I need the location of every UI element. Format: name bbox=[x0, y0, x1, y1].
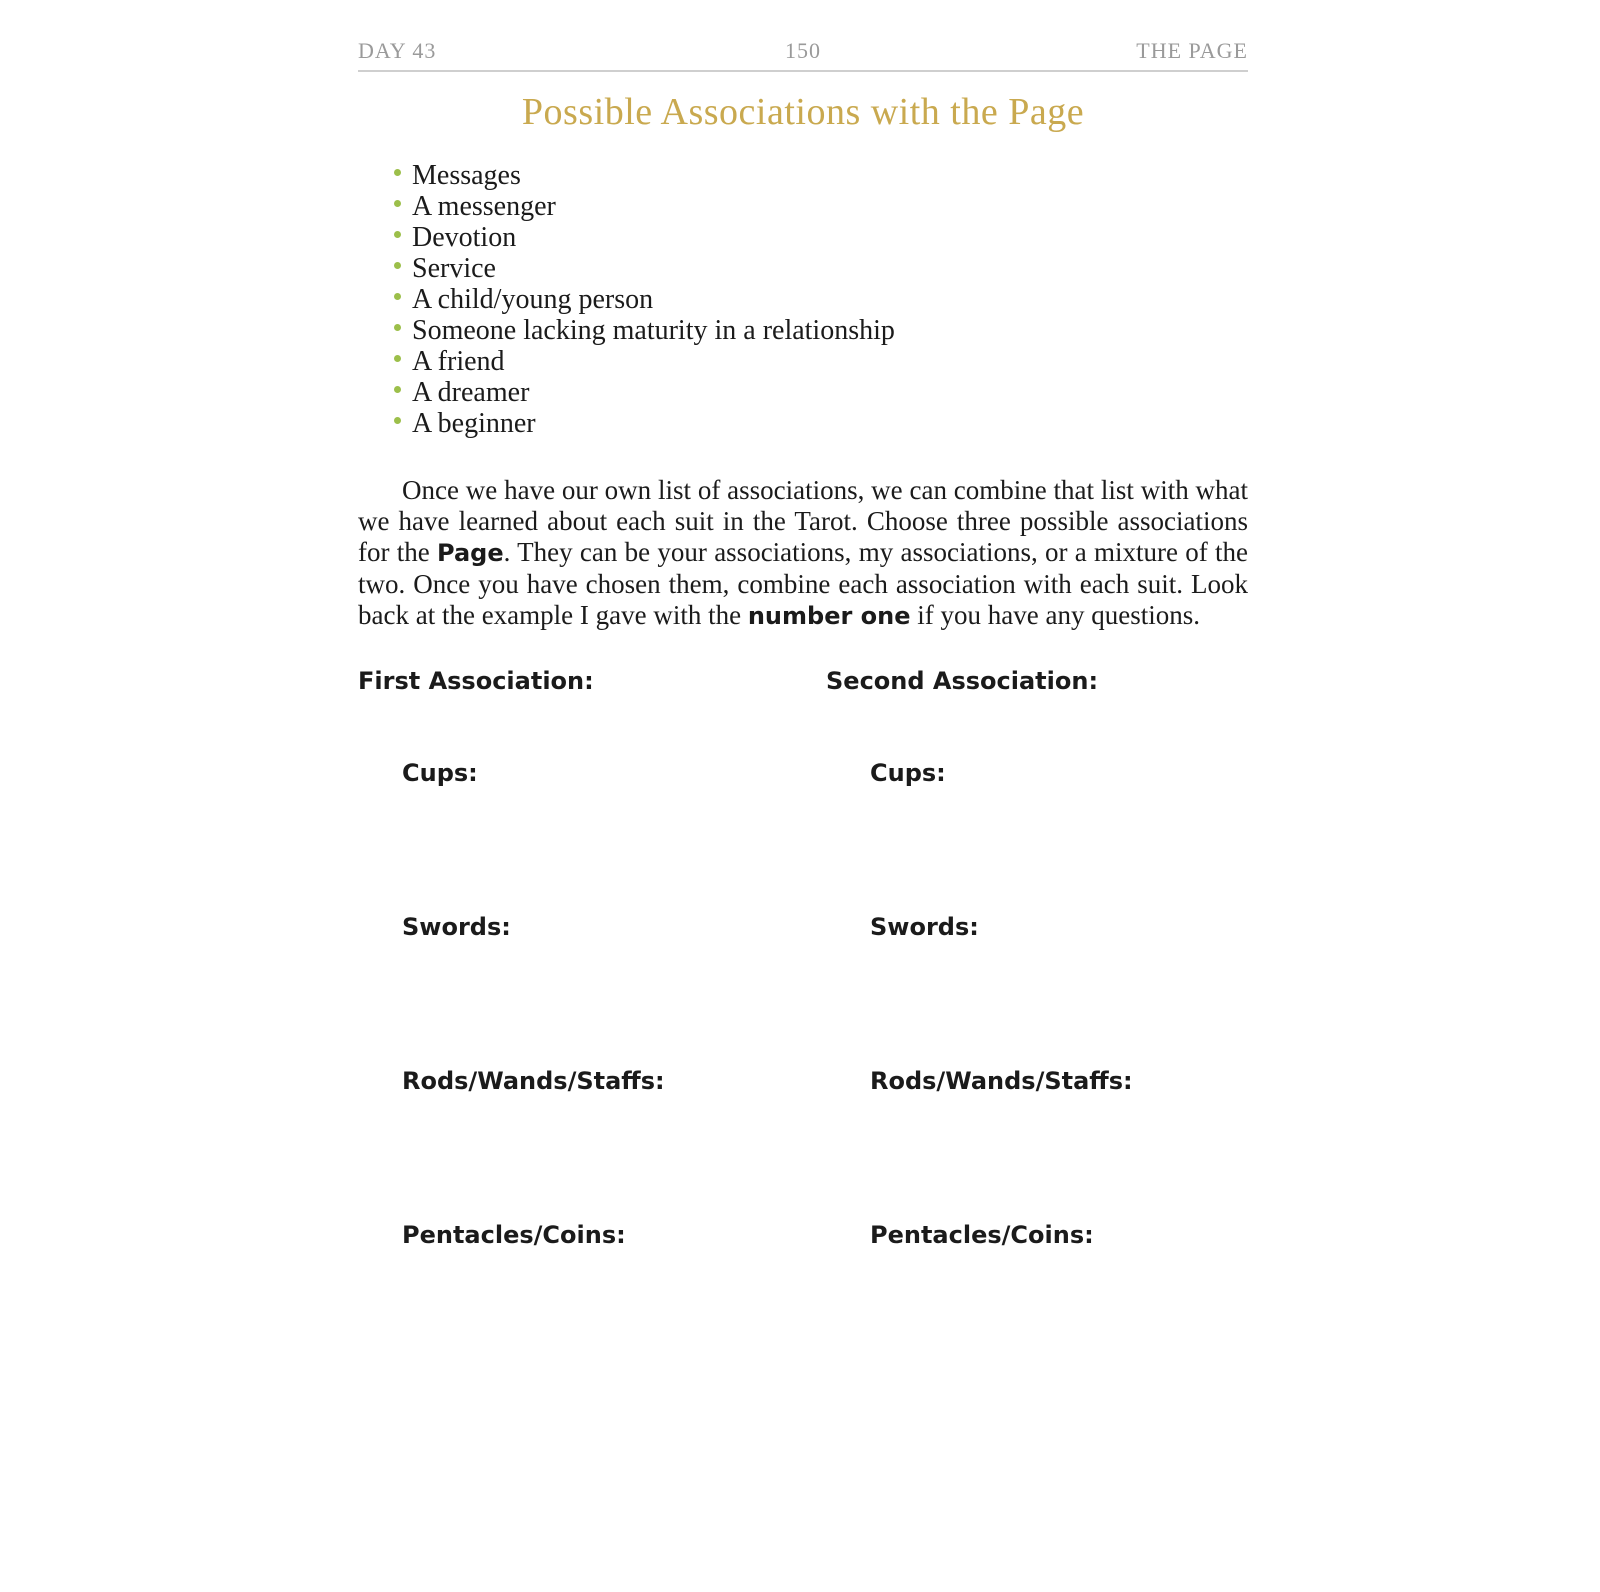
list-item bbox=[394, 284, 1248, 315]
second-pentacles-label: Pentacles/Coins: bbox=[870, 1221, 1094, 1249]
second-swords-label: Swords: bbox=[870, 913, 979, 941]
paragraph-text-3: if you have any questions. bbox=[910, 600, 1200, 630]
list-item-text: Messages bbox=[412, 160, 521, 191]
second-cups-label: Cups: bbox=[870, 759, 946, 787]
first-association-heading: First Association: bbox=[358, 667, 594, 695]
list-item-text: A dreamer bbox=[412, 377, 530, 408]
running-header bbox=[358, 34, 1248, 72]
list-item bbox=[394, 315, 1248, 346]
bullet-icon bbox=[394, 355, 401, 362]
header-chapter-label: THE PAGE bbox=[1136, 38, 1248, 63]
list-item bbox=[394, 377, 1248, 408]
association-worksheet bbox=[358, 666, 1248, 1306]
first-rods-label: Rods/Wands/Staffs: bbox=[402, 1067, 665, 1095]
list-item bbox=[394, 408, 1248, 439]
bullet-icon bbox=[394, 200, 401, 207]
first-cups-label: Cups: bbox=[402, 759, 478, 787]
list-item-text: A messenger bbox=[412, 191, 556, 222]
list-item bbox=[394, 160, 1248, 191]
paragraph-bold-number-one: number one bbox=[747, 602, 911, 630]
list-item-text: Devotion bbox=[412, 222, 517, 253]
list-item bbox=[394, 253, 1248, 284]
book-page bbox=[358, 34, 1248, 1306]
bullet-icon bbox=[394, 293, 401, 300]
list-item-text: Service bbox=[412, 253, 496, 284]
second-association-heading: Second Association: bbox=[826, 667, 1099, 695]
bullet-icon bbox=[394, 386, 401, 393]
first-association-column bbox=[358, 666, 798, 1249]
list-item-text: A friend bbox=[412, 346, 505, 377]
list-item bbox=[394, 222, 1248, 253]
bullet-icon bbox=[394, 231, 401, 238]
associations-list bbox=[394, 160, 1248, 439]
header-page-number: 150 bbox=[785, 38, 821, 63]
page-title: Possible Associations with the Page bbox=[521, 91, 1085, 133]
list-item-text: Someone lacking maturity in a relationship bbox=[412, 315, 895, 346]
second-association-column bbox=[826, 666, 1266, 1249]
bullet-icon bbox=[394, 324, 401, 331]
list-item bbox=[394, 346, 1248, 377]
list-item bbox=[394, 191, 1248, 222]
paragraph-bold-page: Page bbox=[437, 539, 504, 567]
bullet-icon bbox=[394, 262, 401, 269]
body-paragraph bbox=[358, 475, 1248, 632]
bullet-icon bbox=[394, 169, 401, 176]
header-day-label: DAY 43 bbox=[358, 38, 437, 63]
list-item-text: A beginner bbox=[412, 408, 536, 439]
first-pentacles-label: Pentacles/Coins: bbox=[402, 1221, 626, 1249]
paragraph-text-1: Once we have our own list of associations, we can combine that list with what we have learned about each suit in the Tarot. Choose three possible associations for the bbox=[358, 475, 1248, 567]
bullet-icon bbox=[394, 417, 401, 424]
first-swords-label: Swords: bbox=[402, 913, 511, 941]
list-item-text: A child/young person bbox=[412, 284, 654, 315]
second-rods-label: Rods/Wands/Staffs: bbox=[870, 1067, 1133, 1095]
paragraph-text-2: . They can be your associations, my associations, or a mixture of the two. Once you have chosen them, combine each association with each suit. Look back at the example I gave with the bbox=[358, 537, 1249, 630]
